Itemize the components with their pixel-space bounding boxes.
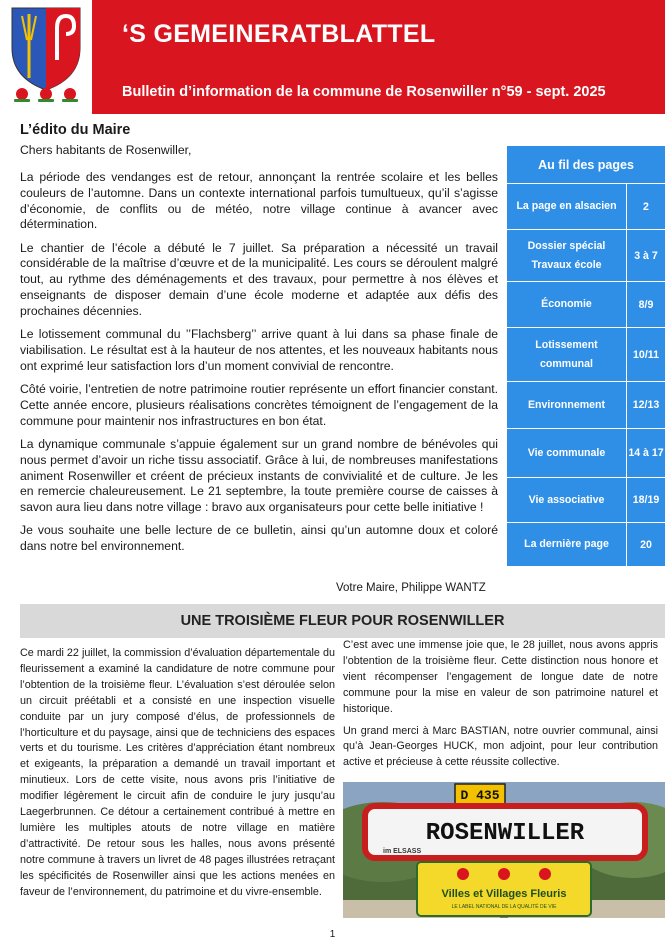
article-right-column [343, 638, 658, 777]
table-of-contents [507, 146, 665, 566]
toc-page-range: 20 [640, 538, 652, 551]
edito-title: L’édito du Maire [20, 122, 131, 138]
toc-section-name: La dernière page [507, 523, 627, 566]
label-subtitle: LE LABEL NATIONAL DE LA QUALITÉ DE VIE [451, 904, 557, 910]
edito-paragraph: Je vous souhaite une belle lecture de ce bulletin, ainsi qu’un automne doux et coloré dans notre bel environnement. [20, 523, 498, 554]
toc-page-range: 8/9 [638, 298, 654, 311]
toc-page-range: 18/19 [632, 494, 660, 506]
town-sign-photo [343, 782, 665, 918]
article-paragraph: C’est avec une immense joie que, le 28 juillet, nous avons appris l’obtention de la troisième fleur. Cette distinction nous honore et vient récompenser l’engagement de longue date de notre commune pour la mise en valeur de son patrimoine naturel et historique. [343, 639, 658, 715]
toc-page-range: 3 à 7 [634, 249, 658, 262]
article-left-column [20, 646, 335, 907]
road-number-label: D 435 [460, 788, 500, 803]
newsletter-title: ‘S GEMEINERATBLATTEL [122, 20, 436, 48]
toc-row[interactable] [507, 478, 665, 523]
toc-row[interactable] [507, 230, 665, 282]
toc-page-range: 2 [643, 200, 649, 213]
toc-section-name: Dossier spécial Travaux école [507, 230, 627, 281]
edito-paragraph: Côté voirie, l’entretien de notre patrimoine routier représente un effort financier constant. Cette année encore, plusieurs réalisations concrètes témoignent de l’engagement de la commune pour maintenir nos infrastructures en bon état. [20, 382, 498, 428]
toc-row[interactable] [507, 282, 665, 328]
newsletter-subtitle: Bulletin d’information de la commune de Rosenwiller n°59 - sept. 2025 [122, 84, 606, 100]
label-villes-fleuris: Villes et Villages Fleuris [441, 888, 567, 900]
toc-page-range: 10/11 [633, 348, 659, 361]
toc-section-name: Environnement [507, 382, 627, 428]
toc-section-name: Lotissement communal [507, 328, 627, 381]
page-number: 1 [329, 929, 336, 940]
toc-row[interactable] [507, 328, 665, 382]
header-banner [92, 0, 665, 114]
edito-paragraph: La dynamique communale s’appuie également sur un grand nombre de bénévoles qui nous permet d’avoir un riche tissu associatif. Grâce à lui, de nombreuses manifestations animent Rosenwiller et créent de précieux instants de convivialité et de culture. Je les en remercie chaleureusement. Le 21 septembre, la toute première course de caisses à savon aura lieu dans notre village : bravo aux organisateurs pour cette belle initiative ! [20, 436, 498, 515]
edito-greeting: Chers habitants de Rosenwiller, [20, 143, 192, 157]
toc-section-name: Économie [507, 282, 627, 327]
toc-title: Au fil des pages [507, 146, 665, 184]
toc-section-name: La page en alsacien [507, 184, 627, 229]
edito-body [20, 170, 498, 563]
article-paragraph: Ce mardi 22 juillet, la commission d’évaluation départementale du fleurissement a examiné la candidature de notre commune pour l’obtention de la troisième fleur. L’évaluation s’est déroulée selon un circuit préétabli et a consisté en une inspection visuelle conduite par un jury composé d’élus, de professionnels de l’horticulture et du paysage, ainsi que de techniciens des espaces verts et du tourisme. Les critères d’appréciation étant nombreux et exigeants, la préparation a demandé un travail important et minutieux. Lors de cette visite, nous avons pris l’initiative de modifier légèrement le circuit afin de conduire le jury jusqu’au Laegerbrunnen. Ce détour a certainement contribué à mettre en lumière les multiples atouts de notre village en matière d’attractivité. De retour sous les halles, nous avons présenté notre commune à travers un livret de 48 pages illustrées retraçant les spécificités de Rosenwiller ainsi que les actions menées en faveur de l’environnement, du patrimoine et du vivre-ensemble. [20, 647, 335, 898]
edito-paragraph: Le chantier de l’école a débuté le 7 juillet. Sa préparation a nécessité un travail considérable de la maîtrise d’œuvre et de la municipalité. Les cours se déroulent malgré tout, au rythme des déménagements et des travaux, pour permettre à nos élèves et enseignants de disposer demain d’une école moderne et adaptée aux défis des prochaines décennies. [20, 240, 498, 318]
town-sign-name: ROSENWILLER [425, 820, 585, 847]
town-sign-subtitle: im ELSASS [383, 848, 422, 855]
article-title: UNE TROISIÈME FLEUR POUR ROSENWILLER [20, 604, 665, 638]
edito-paragraph: Le lotissement communal du ’’Flachsberg’’ arrive quant à lui dans sa phase finale de viabilisation. Le résultat est à la hauteur de nos attentes, et les nouveaux habitants nous ont exprimé leur satisfaction lors d’un moment convivial de rencontre. [20, 327, 498, 373]
coat-of-arms-logo [0, 0, 92, 115]
toc-page-range: 14 à 17 [628, 447, 664, 459]
toc-row[interactable] [507, 523, 665, 566]
edito-paragraph: La période des vendanges est de retour, annonçant la rentrée scolaire et les belles couleurs de l’automne. Dans un contexte international parfois tumultueux, qu’il s’agisse d’économie, de conflits ou de météo, notre village continue à avancer avec détermination. [20, 170, 498, 232]
toc-section-name: Vie associative [507, 478, 627, 522]
toc-row[interactable] [507, 382, 665, 429]
article-paragraph: Un grand merci à Marc BASTIAN, notre ouvrier communal, ainsi qu’à Jean-Georges HUCK, mon adjoint, pour leur contribution active et précieuse à cette réussite collective. [343, 724, 658, 769]
edito-signature: Votre Maire, Philippe WANTZ [336, 582, 486, 594]
toc-row[interactable] [507, 429, 665, 478]
toc-page-range: 12/13 [632, 399, 660, 411]
toc-row[interactable] [507, 184, 665, 230]
toc-section-name: Vie communale [507, 429, 627, 477]
